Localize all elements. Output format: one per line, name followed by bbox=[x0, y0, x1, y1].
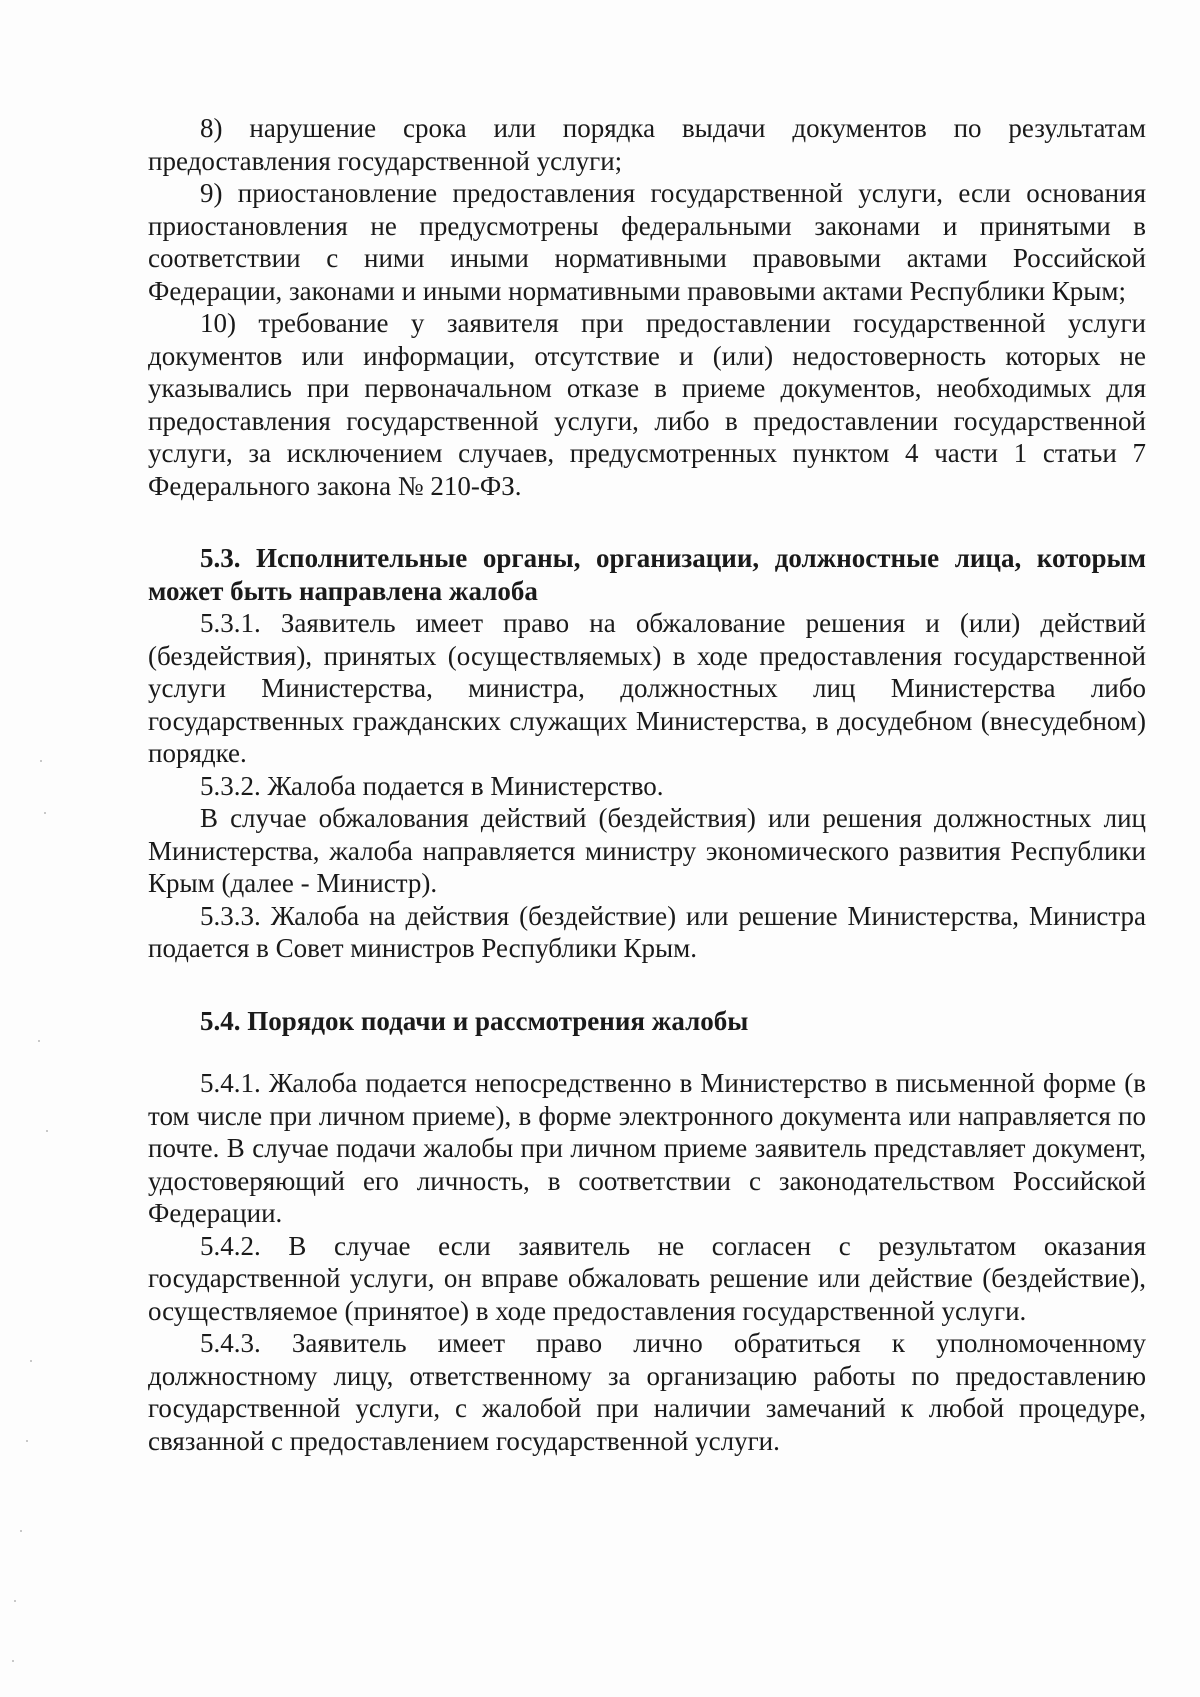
list-item-8: 8) нарушение срока или порядка выдачи документов по результатам предоставления государственной услуги; bbox=[148, 113, 1146, 176]
section-spacer bbox=[148, 1037, 1146, 1067]
scan-speck bbox=[40, 760, 42, 762]
scan-speck bbox=[20, 1530, 22, 1532]
scan-speck bbox=[26, 1440, 28, 1442]
scan-speck bbox=[44, 812, 46, 814]
list-item-9: 9) приостановление предоставления государственной услуги, если основания приостановления не предусмотрены федеральными законами и принятыми в соответствии с ними иными нормативными правовыми актами Российской Федерации, законами и иными нормативными правовыми актами Республики Крым; bbox=[148, 178, 1146, 306]
paragraph-5-3-3: 5.3.3. Жалоба на действия (бездействие) или решение Министерства, Министра подается в Совет министров Республики Крым. bbox=[148, 900, 1146, 963]
scan-speck bbox=[30, 1360, 32, 1362]
section-heading-5-3: 5.3. Исполнительные органы, организации, должностные лица, которым может быть направлена жалоба bbox=[148, 543, 1146, 606]
paragraph-5-3-2: 5.3.2. Жалоба подается в Министерство. bbox=[200, 770, 664, 801]
section-heading-5-4: 5.4. Порядок подачи и рассмотрения жалобы bbox=[200, 1005, 749, 1036]
paragraph-5-4-1: 5.4.1. Жалоба подается непосредственно в Министерство в письменной форме (в том числе при личном приеме), в форме электронного документа или направляется по почте. В случае подачи жалобы при личном приеме заявитель представляет документ, удостоверяющий его личность, в соответствии с законодательством Российской Федерации. bbox=[148, 1068, 1146, 1228]
paragraph-5-3-1: 5.3.1. Заявитель имеет право на обжалование решения и (или) действий (бездействия), принятых (осуществляемых) в ходе предоставления государственной услуги Министерства, министра, должностных лиц Министерства либо государственных гражданских служащих Министерства, в досудебном (внесудебном) порядке. bbox=[148, 608, 1146, 768]
paragraph-5-4-3: 5.4.3. Заявитель имеет право лично обратиться к уполномоченному должностному лицу, ответственному за организацию работы по предоставлению государственной услуги, с жалобой при наличии замечаний к любой процедуре, связанной с предоставлением государственной услуги. bbox=[148, 1328, 1146, 1456]
document-body bbox=[148, 112, 1146, 1457]
scan-speck bbox=[38, 1040, 40, 1042]
scan-speck bbox=[12, 1660, 14, 1662]
list-item-10: 10) требование у заявителя при предоставлении государственной услуги документов или информации, отсутствие и (или) недостоверность которых не указывались при первоначальном отказе в приеме документов, необходимых для предоставления государственной услуги, либо в предоставлении государственной услуги, за исключением случаев, предусмотренных пунктом 4 части 1 статьи 7 Федерального закона № 210-ФЗ. bbox=[148, 308, 1146, 501]
section-spacer bbox=[148, 502, 1146, 542]
paragraph-5-4-2: 5.4.2. В случае если заявитель не согласен с результатом оказания государственной услуги, он вправе обжаловать решение или действие (бездействие), осуществляемое (принятое) в ходе предоставления государственной услуги. bbox=[148, 1230, 1146, 1326]
paragraph-5-3-2-detail: В случае обжалования действий (бездействия) или решения должностных лиц Министерства, жалоба направляется министру экономического развития Республики Крым (далее - Министр). bbox=[148, 803, 1146, 898]
section-spacer bbox=[148, 965, 1146, 1005]
scan-speck bbox=[46, 1130, 48, 1132]
scan-speck bbox=[14, 1600, 16, 1602]
